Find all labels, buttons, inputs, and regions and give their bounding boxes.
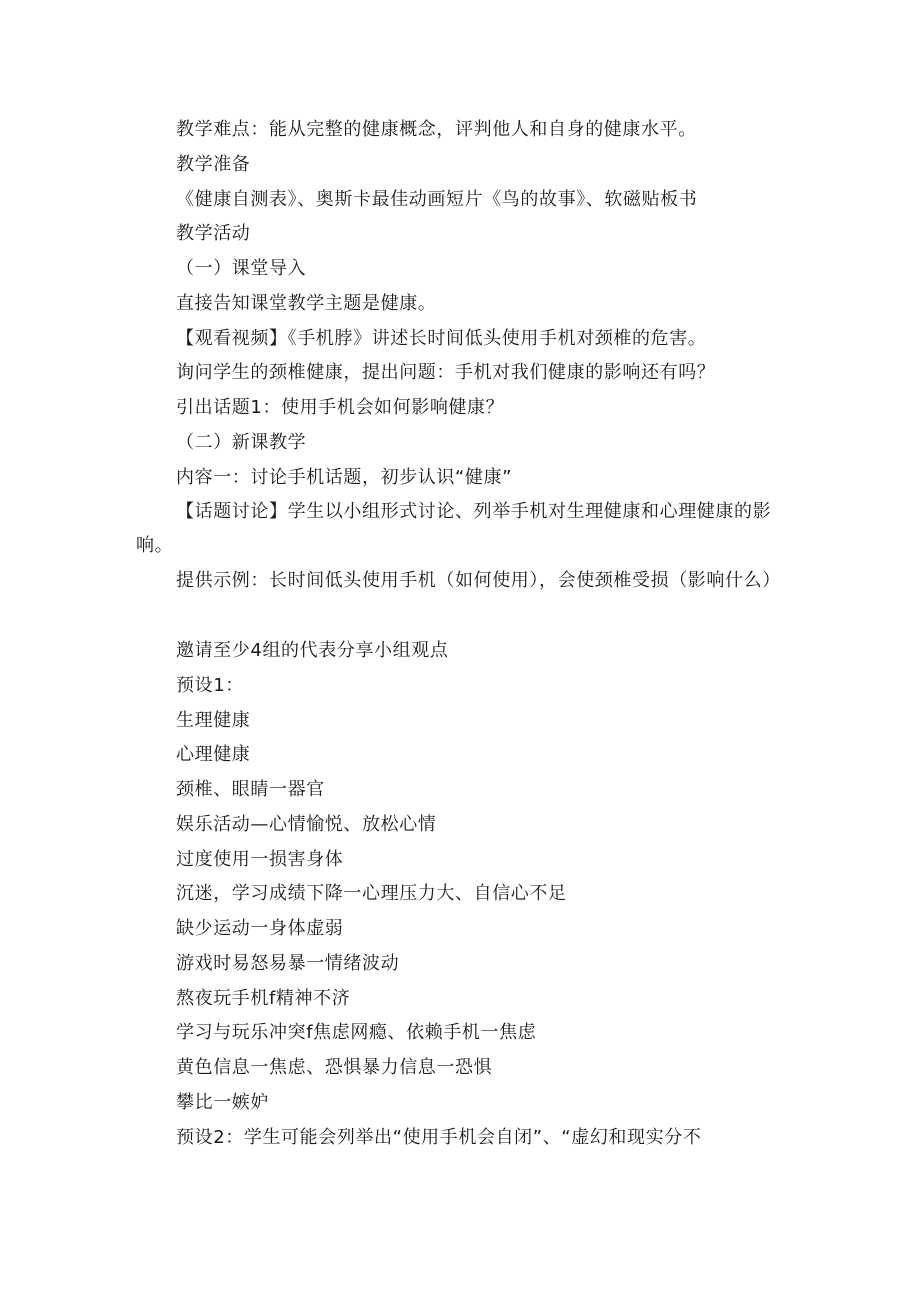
teaching-materials-text: 《健康自测表》、奥斯卡最佳动画短片《鸟的故事》、软磁贴板书 bbox=[176, 189, 698, 210]
watch-video-text: 【观看视频】《手机脖》讲述长时间低头使用手机对颈椎的危害。 bbox=[176, 328, 707, 349]
preset-two-text: 预设2：学生可能会列举出“使用手机会自闭”、“虚幻和现实分不 bbox=[176, 1127, 702, 1148]
example-text: 提供示例：长时间低头使用手机（如何使用），会使颈椎受损（影响什么） bbox=[176, 570, 781, 591]
list-item: 缺少运动一身体虚弱 bbox=[176, 918, 344, 939]
list-item: 学习与玩乐冲突f焦虑网瘾、依赖手机一焦虑 bbox=[176, 1022, 537, 1043]
list-item: 攀比一嫉妒 bbox=[176, 1092, 269, 1113]
list-item: 过度使用一损害身体 bbox=[176, 849, 344, 870]
list-item: 心理健康 bbox=[176, 744, 251, 765]
list-item: 游戏时易怒易暴一情绪波动 bbox=[176, 953, 400, 974]
topic-discussion-text: 【话题讨论】学生以小组形式讨论、列举手机对生理健康和心理健康的影响。 bbox=[136, 501, 772, 556]
section-two-heading: （二）新课教学 bbox=[176, 432, 307, 453]
list-item: 生理健康 bbox=[176, 710, 251, 731]
ask-students-text: 询问学生的颈椎健康，提出问题：手机对我们健康的影响还有吗？ bbox=[176, 362, 716, 383]
section-one-heading: （一）课堂导入 bbox=[176, 258, 307, 279]
teaching-difficulty-text: 教学难点：能从完整的健康概念，评判他人和自身的健康水平。 bbox=[176, 119, 697, 140]
preset-one-heading: 预设1： bbox=[176, 675, 244, 696]
teaching-preparation-heading: 教学准备 bbox=[176, 154, 251, 175]
list-item: 熬夜玩手机f精神不济 bbox=[176, 988, 351, 1009]
list-item: 黄色信息一焦虑、恐惧暴力信息一恐惧 bbox=[176, 1057, 493, 1078]
list-item: 娱乐活动—心情愉悦、放松心情 bbox=[176, 814, 437, 835]
content-one-text: 内容一：讨论手机话题，初步认识“健康” bbox=[176, 467, 513, 488]
topic-one-text: 引出话题1：使用手机会如何影响健康？ bbox=[176, 397, 505, 418]
list-item: 沉迷，学习成绩下降一心理压力大、自信心不足 bbox=[176, 883, 567, 904]
teaching-activities-heading: 教学活动 bbox=[176, 223, 251, 244]
invite-groups-text: 邀请至少4组的代表分享小组观点 bbox=[176, 640, 449, 661]
intro-text: 直接告知课堂教学主题是健康。 bbox=[176, 293, 437, 314]
list-item: 颈椎、眼睛一器官 bbox=[176, 779, 325, 800]
